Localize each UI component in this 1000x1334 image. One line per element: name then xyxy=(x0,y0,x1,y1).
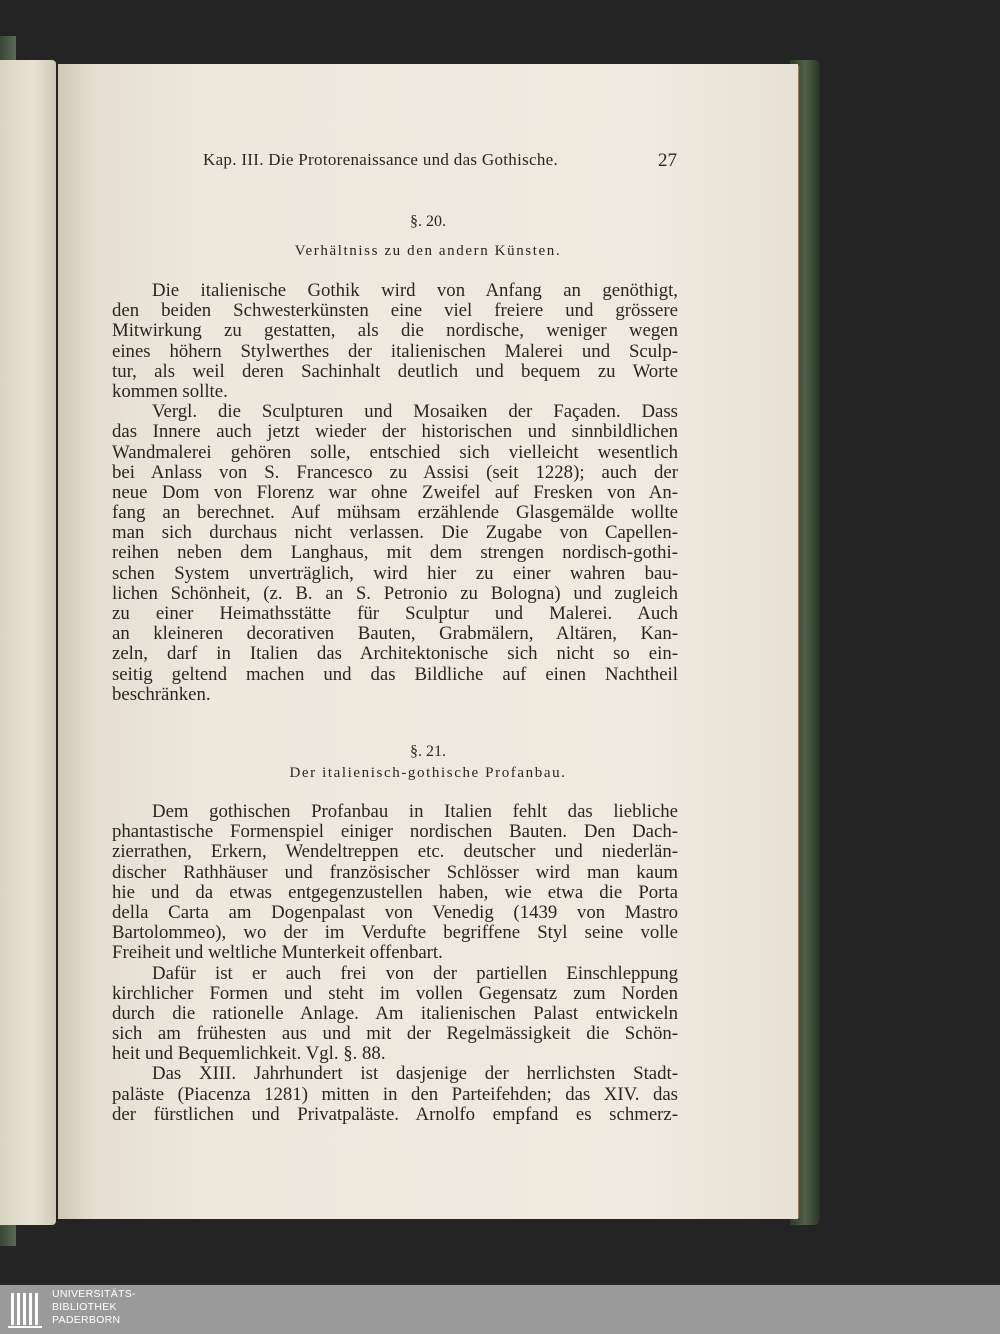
text-line: zu einer Heimathsstätte für Sculptur und Malerei. Auch xyxy=(112,604,678,624)
text-line: seitig geltend machen und das Bildliche auf einen Nachtheil xyxy=(112,664,678,685)
text-line: sich am frühesten aus und mit der Regelmässigkeit die Schön- xyxy=(112,1024,678,1045)
text-line: paläste (Piacenza 1281) mitten in den Parteifehden; das XIV. das xyxy=(112,1084,678,1105)
section-body xyxy=(112,802,678,1125)
section-number: §. 21. xyxy=(410,743,446,760)
page-number: 27 xyxy=(658,150,677,171)
facing-page-edge xyxy=(0,60,56,1225)
text-line: zeln, darf in Italien das Architektonische sich nicht so ein- xyxy=(112,644,678,665)
text-line: Mitwirkung zu gestatten, als die nordische, weniger wegen xyxy=(112,321,678,342)
text-line: zierrathen, Erkern, Wendeltreppen etc. deutscher und niederlän- xyxy=(112,842,678,863)
university-library-logo-icon xyxy=(5,1290,45,1330)
text-line: den beiden Schwesterkünsten eine viel freiere und grössere xyxy=(112,301,678,322)
text-line: man sich durchaus nicht verlassen. Die Zugabe von Capellen- xyxy=(112,523,678,544)
text-line: Dem gothischen Profanbau in Italien fehlt das liebliche xyxy=(152,802,678,822)
text-line: Bartolommeo), wo der im Verdufte begriffene Styl seine volle xyxy=(112,923,678,944)
text-line: Vergl. die Sculpturen und Mosaiken der Façaden. Dass xyxy=(152,402,678,423)
text-line: beschränken. xyxy=(112,684,211,705)
text-line: heit und Bequemlichkeit. Vgl. §. 88. xyxy=(112,1044,386,1065)
section-number: §. 20. xyxy=(410,213,446,230)
text-line: discher Rathhäuser und französischer Schlösser wird man kaum xyxy=(112,862,678,883)
text-line: della Carta am Dogenpalast von Venedig (1439 von Mastro xyxy=(112,902,678,923)
text-line: schen System unverträglich, wird hier zu einer wahren bau- xyxy=(112,563,678,584)
text-line: kirchlicher Formen und steht im vollen Gegensatz zum Norden xyxy=(112,983,678,1004)
text-line: Wandmalerei gehören solle, entschied sich vielleicht wesentlich xyxy=(112,442,678,463)
text-line: reihen neben dem Langhaus, mit dem strengen nordisch-gothi- xyxy=(112,543,678,564)
running-title: Kap. III. Die Protorenaissance und das Gothische. xyxy=(203,150,559,169)
text-line: fang an berechnet. Auf mühsam erzählende Glasgemälde wollte xyxy=(112,503,678,524)
library-footer xyxy=(0,1285,1000,1334)
section-title: Der italienisch-gothische Profanbau. xyxy=(289,765,567,781)
text-line: neue Dom von Florenz war ohne Zweifel auf Fresken von An- xyxy=(112,482,678,503)
section-body xyxy=(112,281,678,705)
text-line: an kleineren decorativen Bauten, Grabmälern, Altären, Kan- xyxy=(112,624,678,645)
book-page xyxy=(58,64,798,1219)
text-line: durch die rationelle Anlage. Am italienischen Palast entwickeln xyxy=(112,1003,678,1024)
text-line: das Innere auch jetzt wieder der historischen und sinnbildlichen xyxy=(112,422,678,443)
running-head xyxy=(58,150,798,174)
text-line: hie und da etwas entgegenzustellen haben, wie etwa die Porta xyxy=(112,882,678,903)
text-line: tur, als weil deren Sachinhalt deutlich und bequem zu Worte xyxy=(112,361,678,382)
text-line: Dafür ist er auch frei von der partiellen Einschleppung xyxy=(152,963,678,984)
section-title: Verhältniss zu den andern Künsten. xyxy=(294,243,562,259)
text-line: kommen sollte. xyxy=(112,381,228,402)
text-line: der fürstlichen und Privatpaläste. Arnolfo empfand es schmerz- xyxy=(112,1104,678,1125)
text-line: bei Anlass von S. Francesco zu Assisi (seit 1228); auch der xyxy=(112,462,678,483)
library-name-line: PADERBORN xyxy=(52,1314,121,1326)
text-line: Freiheit und weltliche Munterkeit offenbart. xyxy=(112,943,443,964)
text-line: phantastische Formenspiel einiger nordischen Bauten. Den Dach- xyxy=(112,822,678,843)
library-name xyxy=(52,1288,136,1327)
library-name-line: BIBLIOTHEK xyxy=(52,1301,117,1313)
text-line: Das XIII. Jahrhundert ist dasjenige der herrlichsten Stadt- xyxy=(152,1064,678,1085)
text-line: Die italienische Gothik wird von Anfang an genöthigt, xyxy=(152,281,678,301)
text-line: lichen Schönheit, (z. B. an S. Petronio zu Bologna) und zugleich xyxy=(112,583,678,604)
library-name-line: UNIVERSITÄTS- xyxy=(52,1288,136,1300)
text-line: eines höhern Stylwerthes der italienischen Malerei und Sculp- xyxy=(112,341,678,362)
